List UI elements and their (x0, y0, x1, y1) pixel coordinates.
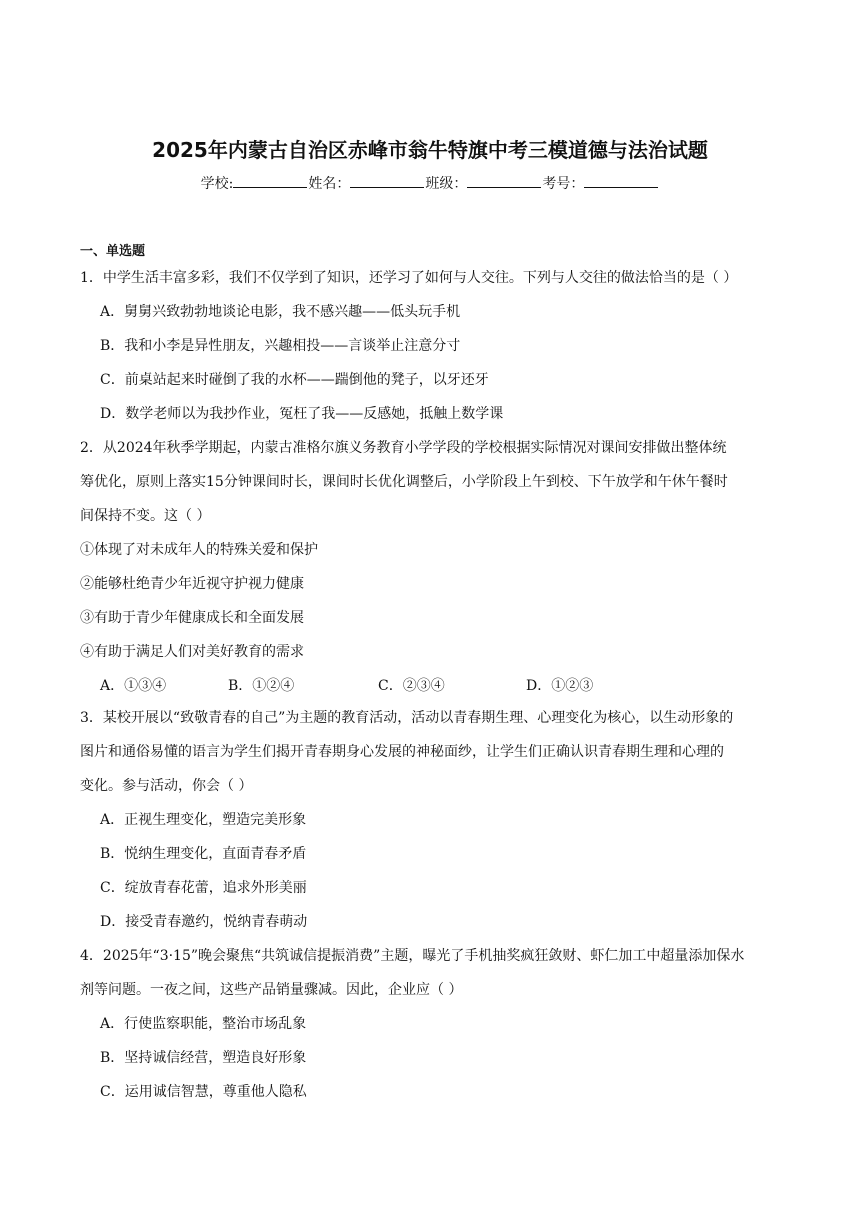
q3-option-a: A．正视生理变化，塑造完美形象 (100, 812, 307, 828)
q1-stem: 1．中学生活丰富多彩，我们不仅学到了知识，还学习了如何与人交往。下列与人交往的做法恰当的是（ ） (80, 270, 738, 286)
q3-option-d: D．接受青春邀约，悦纳青春萌动 (100, 914, 308, 930)
q2-option-c: C．②③④ (378, 678, 445, 694)
q1-option-b: B．我和小李是异性朋友，兴趣相投——言谈举止注意分寸 (100, 338, 461, 354)
q2-statement-3: ③有助于青少年健康成长和全面发展 (80, 610, 304, 626)
q1-option-c: C．前桌站起来时碰倒了我的水杯——踹倒他的凳子，以牙还牙 (100, 372, 489, 388)
q1-option-a: A．舅舅兴致勃勃地谈论电影，我不感兴趣——低头玩手机 (100, 304, 461, 320)
q4-stem-line-2: 剂等问题。一夜之间，这些产品销量骤减。因此，企业应（ ） (80, 982, 463, 998)
q3-option-b: B．悦纳生理变化，直面青春矛盾 (100, 846, 307, 862)
q3-stem-line-1: 3．某校开展以“致敬青春的自己”为主题的教育活动，活动以青春期生理、心理变化为核心，以生动形象的 (80, 710, 734, 726)
q1-option-d: D．数学老师以为我抄作业，冤枉了我——反感她，抵触上数学课 (100, 406, 504, 422)
q3-stem-line-2: 图片和通俗易懂的语言为学生们揭开青春期身心发展的神秘面纱，让学生们正确认识青春期生理和心理的 (80, 744, 724, 760)
q2-option-b: B．①②④ (228, 678, 295, 694)
name-blank[interactable] (350, 173, 424, 188)
q4-option-c: C．运用诚信智慧，尊重他人隐私 (100, 1084, 307, 1100)
q2-option-a: A．①③④ (100, 678, 167, 694)
section-heading: 一、单选题 (80, 244, 146, 259)
q2-stem-line-2: 筹优化，原则上落实15分钟课间时长，课间时长优化调整后，小学阶段上午到校、下午放学和午休午餐时 (80, 474, 728, 490)
student-info-line (0, 173, 860, 194)
q4-option-b: B．坚持诚信经营，塑造良好形象 (100, 1050, 307, 1066)
q4-stem-line-1: 4．2025年“3·15”晚会聚焦“共筑诚信提振消费”主题，曝光了手机抽奖疯狂敛财、虾仁加工中超量添加保水 (80, 948, 745, 964)
q2-stem-line-3: 间保持不变。这（ ） (80, 508, 211, 524)
school-blank[interactable] (233, 173, 307, 188)
exam-no-blank[interactable] (584, 173, 658, 188)
q2-statement-2: ②能够杜绝青少年近视守护视力健康 (80, 576, 304, 592)
q2-statement-4: ④有助于满足人们对美好教育的需求 (80, 644, 304, 660)
q3-option-c: C．绽放青春花蕾，追求外形美丽 (100, 880, 307, 896)
school-label: 学校: (200, 176, 234, 192)
name-label: 姓名： (308, 176, 351, 192)
class-label: 班级： (425, 176, 468, 192)
class-blank[interactable] (467, 173, 541, 188)
exam-no-label: 考号： (542, 176, 585, 192)
q3-stem-line-3: 变化。参与活动，你会（ ） (80, 778, 253, 794)
q2-stem-line-1: 2．从2024年秋季学期起，内蒙古准格尔旗义务教育小学学段的学校根据实际情况对课间安排做出整体统 (80, 440, 727, 456)
q4-option-a: A．行使监察职能，整治市场乱象 (100, 1016, 307, 1032)
q2-statement-1: ①体现了对未成年人的特殊关爱和保护 (80, 542, 318, 558)
q2-option-d: D．①②③ (526, 678, 594, 694)
page-title: 2025年内蒙古自治区赤峰市翁牛特旗中考三模道德与法治试题 (152, 138, 708, 162)
